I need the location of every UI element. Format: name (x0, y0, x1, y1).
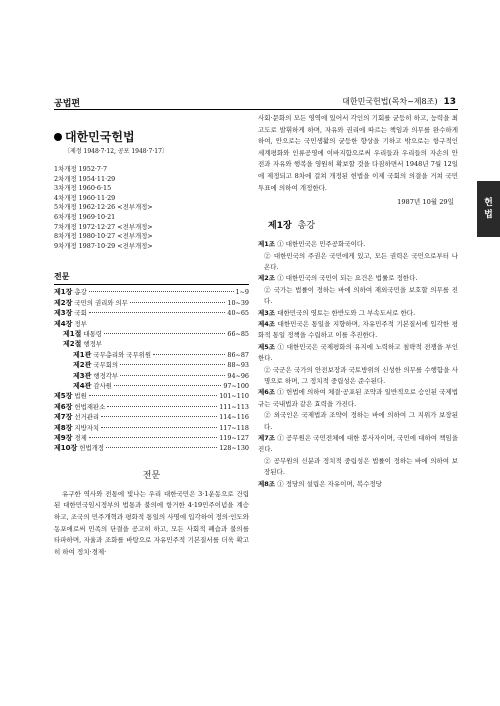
article-paragraph: ② 공무원의 신분과 정치적 중립성은 법률이 정하는 바에 의하여 보장된다. (264, 456, 458, 477)
toc-range: 86~87 (227, 350, 249, 359)
chapter-title: 총강 (297, 221, 316, 232)
toc-entry-title: 국무회의 (93, 361, 119, 370)
toc-entry-title: 지방자치 (74, 423, 100, 432)
article-paragraph: ② 대한민국의 주권은 국민에게 있고, 모든 권력은 국민으로부터 나온다. (264, 251, 458, 271)
running-title: 대한민국헌법(목차~제8조) (342, 97, 438, 106)
article (258, 308, 458, 319)
toc-rule (54, 284, 249, 285)
toc-label: 제2절 (63, 340, 82, 349)
toc-row (54, 423, 249, 433)
toc-label: 제6장 (54, 402, 73, 411)
toc-range: 128~130 (219, 444, 249, 453)
promulgation-date: 1987년 10월 29일 (397, 198, 454, 207)
toc-leader (101, 416, 217, 417)
article (258, 342, 458, 388)
toc-label: 제8장 (54, 423, 73, 432)
section-header: 공법편 (54, 99, 81, 109)
article-label: 제6조 (258, 388, 276, 397)
toc-row (54, 298, 249, 308)
toc-label: 제10장 (54, 444, 78, 453)
amendment-item: 3차개정 1960·6·15 (54, 184, 112, 193)
article-paragraph: ② 국가는 법률이 정하는 바에 의하여 재외국민을 보호할 의무를 진다. (264, 285, 458, 306)
article-paragraph: ① 공무원은 국민전체에 대한 봉사자이며, 국민에 대하여 책임을 진다. (258, 434, 458, 454)
toc-range: 111~113 (219, 402, 249, 411)
toc-label: 제9장 (54, 434, 73, 443)
side-tab-char-1: 헌 (484, 198, 493, 208)
side-tab (477, 181, 500, 237)
table-of-contents (54, 287, 249, 454)
toc-entry-title: 법원 (74, 392, 87, 401)
toc-entry-title: 대통령 (83, 329, 102, 338)
amendment-item: 8차개정 1980·10·27 <전부개정> (54, 232, 153, 241)
amendment-item: 4차개정 1960·11·29 (54, 193, 116, 202)
toc-range: 119~127 (219, 434, 249, 443)
toc-range: 101~110 (219, 392, 249, 401)
article-label: 제2조 (258, 274, 276, 283)
article-label: 제5조 (258, 342, 276, 351)
toc-range: 97~100 (223, 382, 249, 390)
article-paragraph: ② 외국인은 국제법과 조약이 정하는 바에 의하여 그 지위가 보장된다. (264, 411, 458, 431)
toc-row (54, 329, 249, 339)
law-title-text: 대한민국헌법 (65, 130, 135, 144)
amendment-item: 2차개정 1954·11·29 (54, 174, 116, 183)
toc-range: 10~39 (227, 298, 249, 307)
preamble-heading: 전문 (142, 470, 161, 481)
toc-range: 114~116 (219, 413, 249, 422)
article-paragraph: ① 대한민국은 민주공화국이다. (277, 240, 366, 249)
article-paragraph: ① 헌법에 의하여 체결·공포된 조약과 일반적으로 승인된 국제법규는 국내법과 같은 효력을 가진다. (258, 388, 458, 408)
toc-row (54, 319, 249, 329)
toc-label: 제1절 (63, 329, 82, 338)
toc-leader (106, 447, 217, 448)
toc-row (54, 287, 249, 297)
toc-entry-title: 헌법재판소 (74, 402, 106, 411)
toc-row (54, 371, 249, 381)
right-column (258, 113, 458, 490)
article-paragraph: 대한민국은 통일을 지향하며, 자유민주적 기본질서에 입각한 평화적 통일 정책을 수립하고 이를 추진한다. (258, 320, 458, 340)
toc-row (54, 308, 249, 318)
article-label: 제8조 (258, 479, 276, 488)
toc-row (54, 381, 249, 391)
toc-row (54, 350, 249, 360)
article-paragraph: 대한민국의 영토는 한반도와 그 부속도서로 한다. (277, 308, 416, 317)
article-label: 제1조 (258, 240, 276, 249)
toc-label: 제3관 (73, 371, 92, 380)
toc-leader (153, 354, 225, 355)
toc-range: 1~9 (235, 288, 249, 297)
amendment-item: 9차개정 1987·10·29 <전부개정> (54, 241, 153, 250)
running-header (296, 96, 456, 107)
toc-leader (89, 395, 217, 396)
amendment-list (54, 165, 249, 251)
chapter-heading (268, 218, 458, 231)
toc-entry-title: 국민의 권리와 의무 (74, 298, 128, 307)
toc-entry-title: 헌법개정 (79, 444, 104, 453)
side-tab-char-2: 법 (484, 210, 493, 220)
amendment-item: 6차개정 1969·10·21 (54, 212, 116, 221)
article-list (258, 239, 458, 490)
toc-label: 제3장 (54, 309, 73, 318)
article-label: 제4조 (258, 320, 276, 328)
toc-label: 제4장 (54, 319, 73, 328)
toc-label: 제2장 (54, 298, 73, 307)
article (258, 273, 458, 307)
toc-entry-title: 국무총리와 국무위원 (93, 350, 151, 359)
bullet-icon (54, 133, 62, 141)
toc-entry-title: 선거관리 (74, 413, 100, 422)
toc-leader (120, 364, 225, 365)
amendment-item: 7차개정 1972·12·27 <전부개정> (54, 222, 153, 231)
toc-row (54, 402, 249, 412)
toc-entry-title: 경제 (74, 434, 87, 443)
toc-entry-title: 행정각부 (93, 371, 119, 380)
chapter-label: 제1장 (268, 221, 292, 232)
toc-label: 제4관 (73, 382, 92, 390)
toc-leader (130, 302, 226, 303)
toc-entry-title: 정부 (74, 319, 87, 328)
amendment-item: 1차개정 1952·7·7 (54, 165, 108, 173)
article-label: 제3조 (258, 308, 276, 317)
toc-leader (107, 406, 217, 407)
header-rule (54, 109, 458, 110)
toc-leader (89, 291, 234, 292)
article-label: 제7조 (258, 434, 276, 443)
toc-title: 전문 (54, 272, 70, 282)
article (258, 319, 458, 342)
left-column (54, 118, 249, 558)
article (258, 479, 458, 490)
article (258, 387, 458, 433)
article (258, 433, 458, 479)
toc-row (54, 443, 249, 453)
article-paragraph: ① 정당의 설립은 자유이며, 복수정당 (277, 479, 382, 488)
toc-row (54, 360, 249, 370)
toc-leader (114, 385, 221, 386)
toc-label: 제7장 (54, 413, 73, 422)
toc-leader (89, 437, 217, 438)
law-enactment-note: 〔제정 1948·7·12, 공포 1948·7·17〕 (64, 148, 168, 155)
page-number: 13 (443, 97, 456, 107)
toc-entry-title: 국회 (74, 309, 87, 318)
preamble-text: 유구한 역사와 전통에 빛나는 우리 대한국민은 3·1운동으로 건립된 대한민국임시정부의 법통과 불의에 항거한 4·19민주이념을 계승하고, 조국의 민주개혁과 평화적 통일의 사명에 입각하여 정의·인도와 동포애로써 민족의 단결을 공고히 하고, 모든 사회적 폐습과 불의를 타파하며, 자율과 조화를 바탕으로 자유민주적 기본질서를 더욱 확고히 하여 정치·경제· (54, 489, 249, 556)
toc-row (54, 339, 249, 349)
amendment-item: 5차개정 1962·12·26 <전부개정> (54, 203, 153, 212)
toc-row (54, 391, 249, 401)
toc-entry-title: 감사원 (93, 382, 112, 390)
toc-label: 제1장 (54, 288, 73, 297)
toc-range: 94~96 (227, 371, 249, 380)
toc-leader (120, 375, 225, 376)
toc-row (54, 412, 249, 422)
preamble-continued: 사회·문화의 모든 영역에 있어서 각인의 기회를 균등히 하고, 능력을 최고도로 발휘하게 하며, 자유와 권리에 따르는 책임과 의무를 완수하게 하여, 안으로는 국민생활의 균등한 향상을 기하고 밖으로는 항구적인 세계평화와 인류공영에 이바지함으로써 우리들과 우리들의 자손의 안전과 자유와 행복을 영원히 확보할 것을 다짐하면서 1948년 7월 12일에 제정되고 8차에 걸쳐 개정된 헌법을 이제 국회의 의결을 거쳐 국민투표에 의하여 개정한다. (258, 114, 458, 192)
article (258, 239, 458, 273)
toc-range: 88~93 (227, 361, 249, 370)
toc-label: 제2관 (73, 361, 92, 370)
toc-label: 제5장 (54, 392, 73, 401)
toc-entry-title: 총강 (74, 288, 87, 297)
article-paragraph: ① 대한민국은 국제평화의 유지에 노력하고 침략적 전쟁을 부인한다. (258, 342, 458, 363)
toc-label: 제1관 (73, 350, 92, 359)
law-title (54, 128, 249, 145)
toc-range: 117~118 (219, 423, 249, 432)
toc-entry-title: 행정부 (83, 340, 102, 349)
toc-leader (89, 312, 226, 313)
toc-range: 66~85 (227, 329, 249, 338)
article-paragraph: ② 국군은 국가의 안전보장과 국토방위의 신성한 의무를 수행함을 사명으로 하며, 그 정치적 중립성은 준수된다. (264, 365, 458, 386)
article-paragraph: ① 대한민국의 국민이 되는 요건은 법률로 정한다. (277, 274, 418, 283)
toc-row (54, 433, 249, 443)
toc-leader (104, 333, 225, 334)
toc-range: 40~65 (227, 309, 249, 318)
toc-leader (101, 427, 217, 428)
